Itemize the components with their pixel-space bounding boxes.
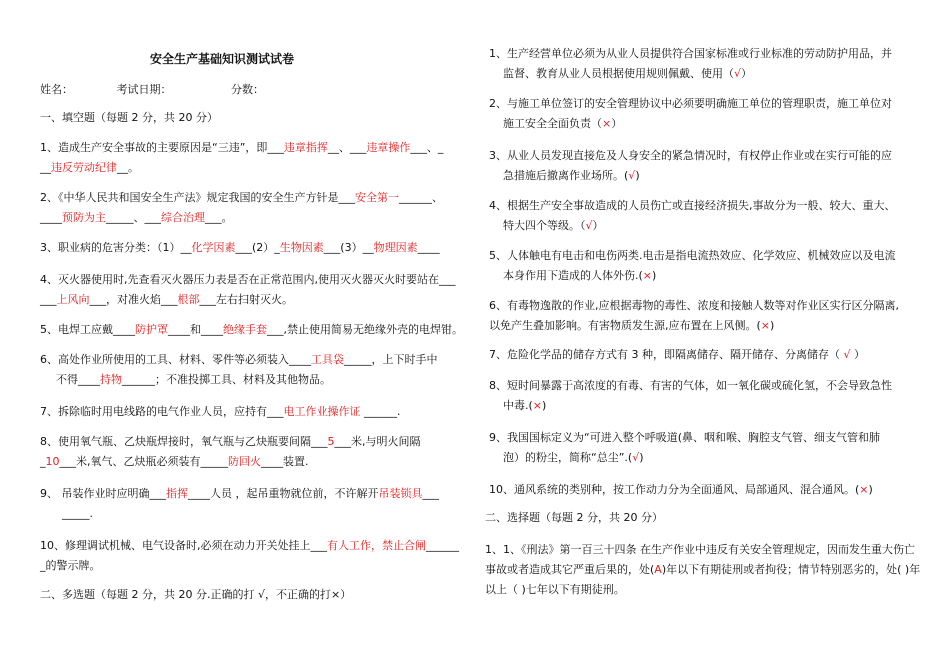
choice-question-1: 1、1、《刑法》第一百三十四条 在生产作业中违反有关安全管理规定，因而发生重大伤亡 事故或者造成其它严重后果的，处(A)年以下有期徒刑或者拘役；情节特别恶劣的，处( )年 以上（ )七年以下有期徒刑。: [485, 543, 921, 596]
score-label: 分数：: [231, 83, 264, 96]
judge-question-4: 4、根据生产安全事故造成的人员伤亡或直接经济损失,事故分为一般、较大、重大、 特大四个等级。（√）: [489, 199, 896, 232]
judge-question-1: 1、生产经营单位必须为从业人员提供符合国家标准或行业标准的劳动防护用品，并 监督、教育从业人员根据使用规则佩戴、使用（√）: [489, 47, 892, 80]
fill-question-4: 4、灭火器使用时,先查看灭火器压力表是否在正常范围内,使用灭火器灭火时要站在___ ___上风向___，对准火焰___根部___左右扫射灭火。: [40, 273, 456, 306]
exam-header: [40, 80, 264, 100]
fill-question-7: 7、拆除临时用电线路的电气作业人员，应持有___电工作业操作证 ______.: [40, 405, 401, 418]
judge-question-6: 6、有毒物逸散的作业,应根据毒物的毒性、浓度和接触人数等对作业区实行区分隔离, 以免产生叠加影响。有害物质发生源,应布置在上风侧。(×): [489, 299, 899, 332]
judge-question-8: 8、短时间暴露于高浓度的有毒、有害的气体，如一氧化碳或硫化氢，不会导致急性 中毒.(×): [489, 379, 892, 412]
fill-question-8: 8、使用氧气瓶、乙炔瓶焊接时，氧气瓶与乙炔瓶要间隔___5___米,与明火间隔 _10___米,氧气、乙炔瓶必须装有_____防回火____装置.: [40, 435, 421, 468]
multi-section-heading: 二、多选题（每题 2 分，共 20 分.正确的打 √，不正确的打×）: [40, 588, 352, 601]
fill-question-2: 2、《中华人民共和国安全生产法》规定我国的安全生产方针是___安全第一______、 ____预防为主_____、___综合治理___。: [40, 191, 443, 224]
judge-question-5: 5、人体触电有电击和电伤两类.电击是指电流热效应、化学效应、机械效应以及电流 本身作用下造成的人体外伤.(×): [489, 249, 896, 282]
fill-question-1: 1、造成生产安全事故的主要原因是“三违”，即___违章指挥__、___违章操作___、_ __违反劳动纪律__。: [40, 141, 444, 174]
fill-question-10: 10、修理调试机械、电气设备时,必须在动力开关处挂上___有人工作，禁止合闸______ _的警示牌。: [40, 539, 459, 572]
judge-question-9: 9、我国国标定义为“可进入整个呼吸道(鼻、咽和喉、胸腔支气管、细支气管和肺 泡）的粉尘，简称“总尘”.(√): [489, 431, 880, 464]
name-label: 姓名：: [40, 83, 73, 96]
judge-question-3: 3、从业人员发现直接危及人身安全的紧急情况时，有权停止作业或在实行可能的应 急措施后撤离作业场所。(√): [489, 149, 892, 182]
judge-question-7: 7、危险化学品的储存方式有 3 种，即隔离储存、隔开储存、分离储存（ √ ）: [489, 348, 866, 361]
fill-question-6: 6、高处作业所使用的工具、材料、零件等必须装入____工具袋_____，上下时手中 不得____持物______；不准投掷工具、材料及其他物品。: [40, 353, 438, 386]
fill-question-5: 5、电焊工应戴____防护罩____和____绝缘手套___,禁止使用简易无绝缘外壳的电焊钳。: [40, 323, 463, 336]
date-label: 考试日期：: [116, 83, 172, 96]
choice-section-heading: 二、选择题（每题 2 分，共 20 分）: [485, 511, 663, 524]
fill-question-3: 3、职业病的危害分类：（1）__化学因素___(2）_生物因素___(3）__物理因素____: [40, 241, 440, 254]
judge-question-2: 2、与施工单位签订的安全管理协议中必须要明确施工单位的管理职责，施工单位对 施工安全全面负责（×）: [489, 97, 892, 130]
judge-question-10: 10、通风系统的类别种，按工作动力分为全面通风、局部通风、混合通风。(×): [489, 483, 873, 496]
fill-question-9: 9、 吊装作业时应明确___指挥____人员 ，起吊重物就位前，不许解开吊装锁具___ _____.: [40, 487, 439, 520]
page-title: 安全生产基础知识测试试卷: [150, 52, 295, 66]
fill-section-heading: 一、填空题（每题 2 分，共 20 分）: [40, 111, 218, 124]
